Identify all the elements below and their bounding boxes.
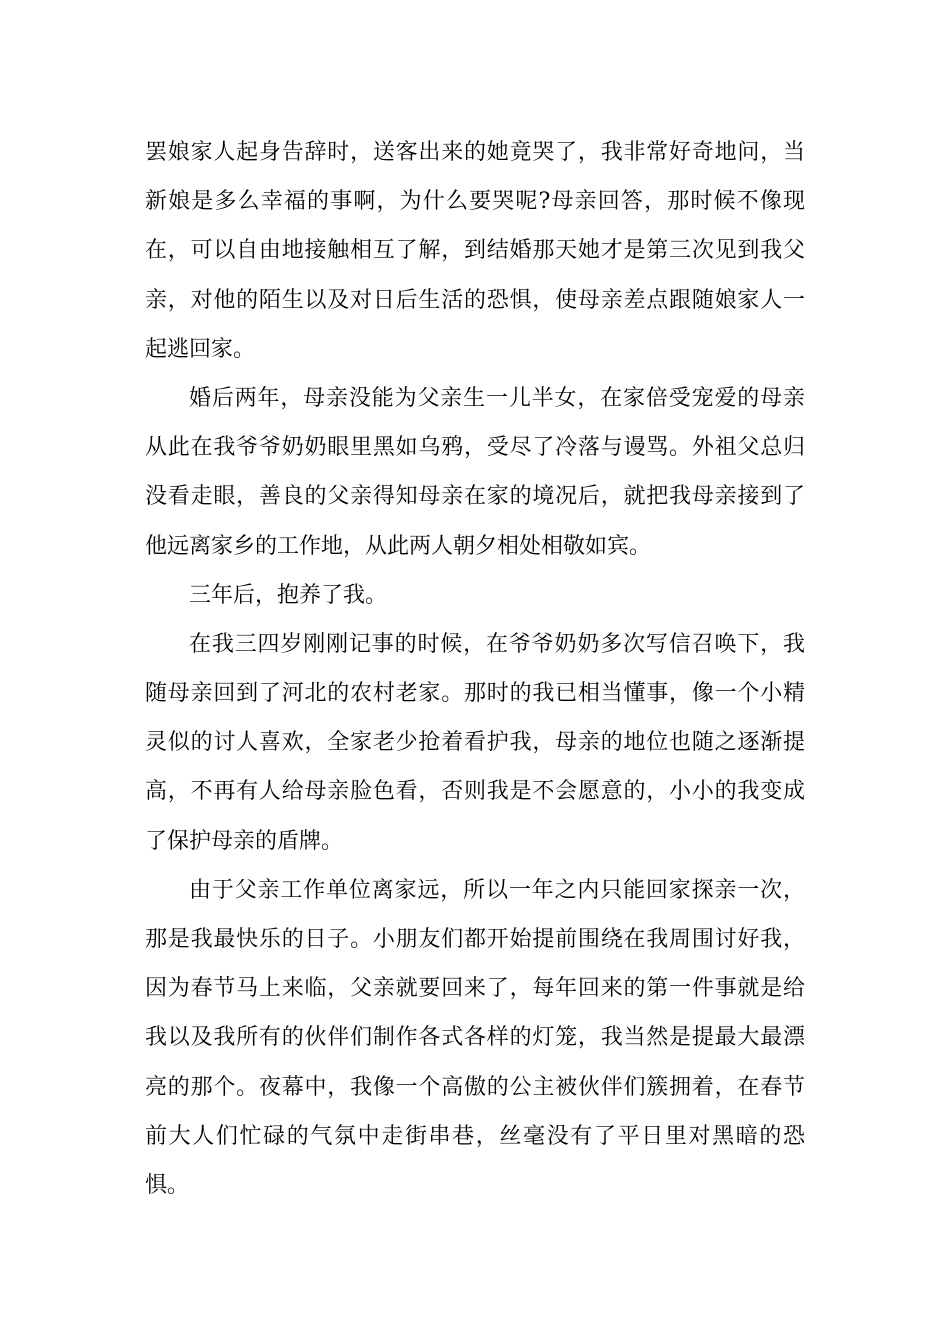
paragraph-line: 起逃回家。 [145,336,256,362]
paragraph-line: 婚后两年，母亲没能为父亲生一儿半女，在家倍受宠爱的母亲 [189,385,805,411]
paragraph-line: 亲，对他的陌生以及对日后生活的恐惧，使母亲差点跟随娘家人一 [145,287,805,313]
paragraph-5 [145,866,805,1210]
paragraph-line: 惧。 [145,1172,190,1198]
paragraph-line: 新娘是多么幸福的事啊，为什么要哭呢?母亲回答，那时候不像现 [145,189,805,215]
paragraph-4 [145,620,805,866]
paragraph-line: 灵似的讨人喜欢，全家老少抢着看护我，母亲的地位也随之逐渐提 [145,730,805,756]
paragraph-line: 三年后，抱养了我。 [189,582,388,608]
paragraph-line: 前大人们忙碌的气氛中走街串巷，丝毫没有了平日里对黑暗的恐 [145,1123,805,1149]
paragraph-line: 在我三四岁刚刚记事的时候，在爷爷奶奶多次写信召唤下，我 [189,631,805,657]
paragraph-line: 高，不再有人给母亲脸色看，否则我是不会愿意的，小小的我变成 [145,779,805,805]
paragraph-line: 那是我最快乐的日子。小朋友们都开始提前围绕在我周围讨好我， [145,927,805,952]
paragraph-line: 随母亲回到了河北的农村老家。那时的我已相当懂事，像一个小精 [145,681,805,707]
paragraph-3 [145,571,805,620]
paragraph-line: 罢娘家人起身告辞时，送客出来的她竟哭了，我非常好奇地问，当 [145,140,805,165]
paragraph-line: 从此在我爷爷奶奶眼里黑如乌鸦，受尽了冷落与谩骂。外祖父总归 [145,435,805,461]
paragraph-line: 没看走眼，善良的父亲得知母亲在家的境况后，就把我母亲接到了 [145,484,805,510]
paragraph-line: 由于父亲工作单位离家远，所以一年之内只能回家探亲一次， [189,877,805,903]
paragraph-line: 了保护母亲的盾牌。 [145,828,344,854]
paragraph-line: 在，可以自由地接触相互了解，到结婚那天她才是第三次见到我父 [145,238,805,264]
paragraph-line: 因为春节马上来临，父亲就要回来了，每年回来的第一件事就是给 [145,976,805,1002]
paragraph-1 [145,128,805,374]
paragraph-2 [145,374,805,571]
document-body [145,128,805,1210]
paragraph-line: 他远离家乡的工作地，从此两人朝夕相处相敬如宾。 [145,533,652,559]
paragraph-line: 亮的那个。夜幕中，我像一个高傲的公主被伙伴们簇拥着，在春节 [145,1074,805,1100]
paragraph-line: 我以及我所有的伙伴们制作各式各样的灯笼，我当然是提最大最漂 [145,1025,805,1051]
